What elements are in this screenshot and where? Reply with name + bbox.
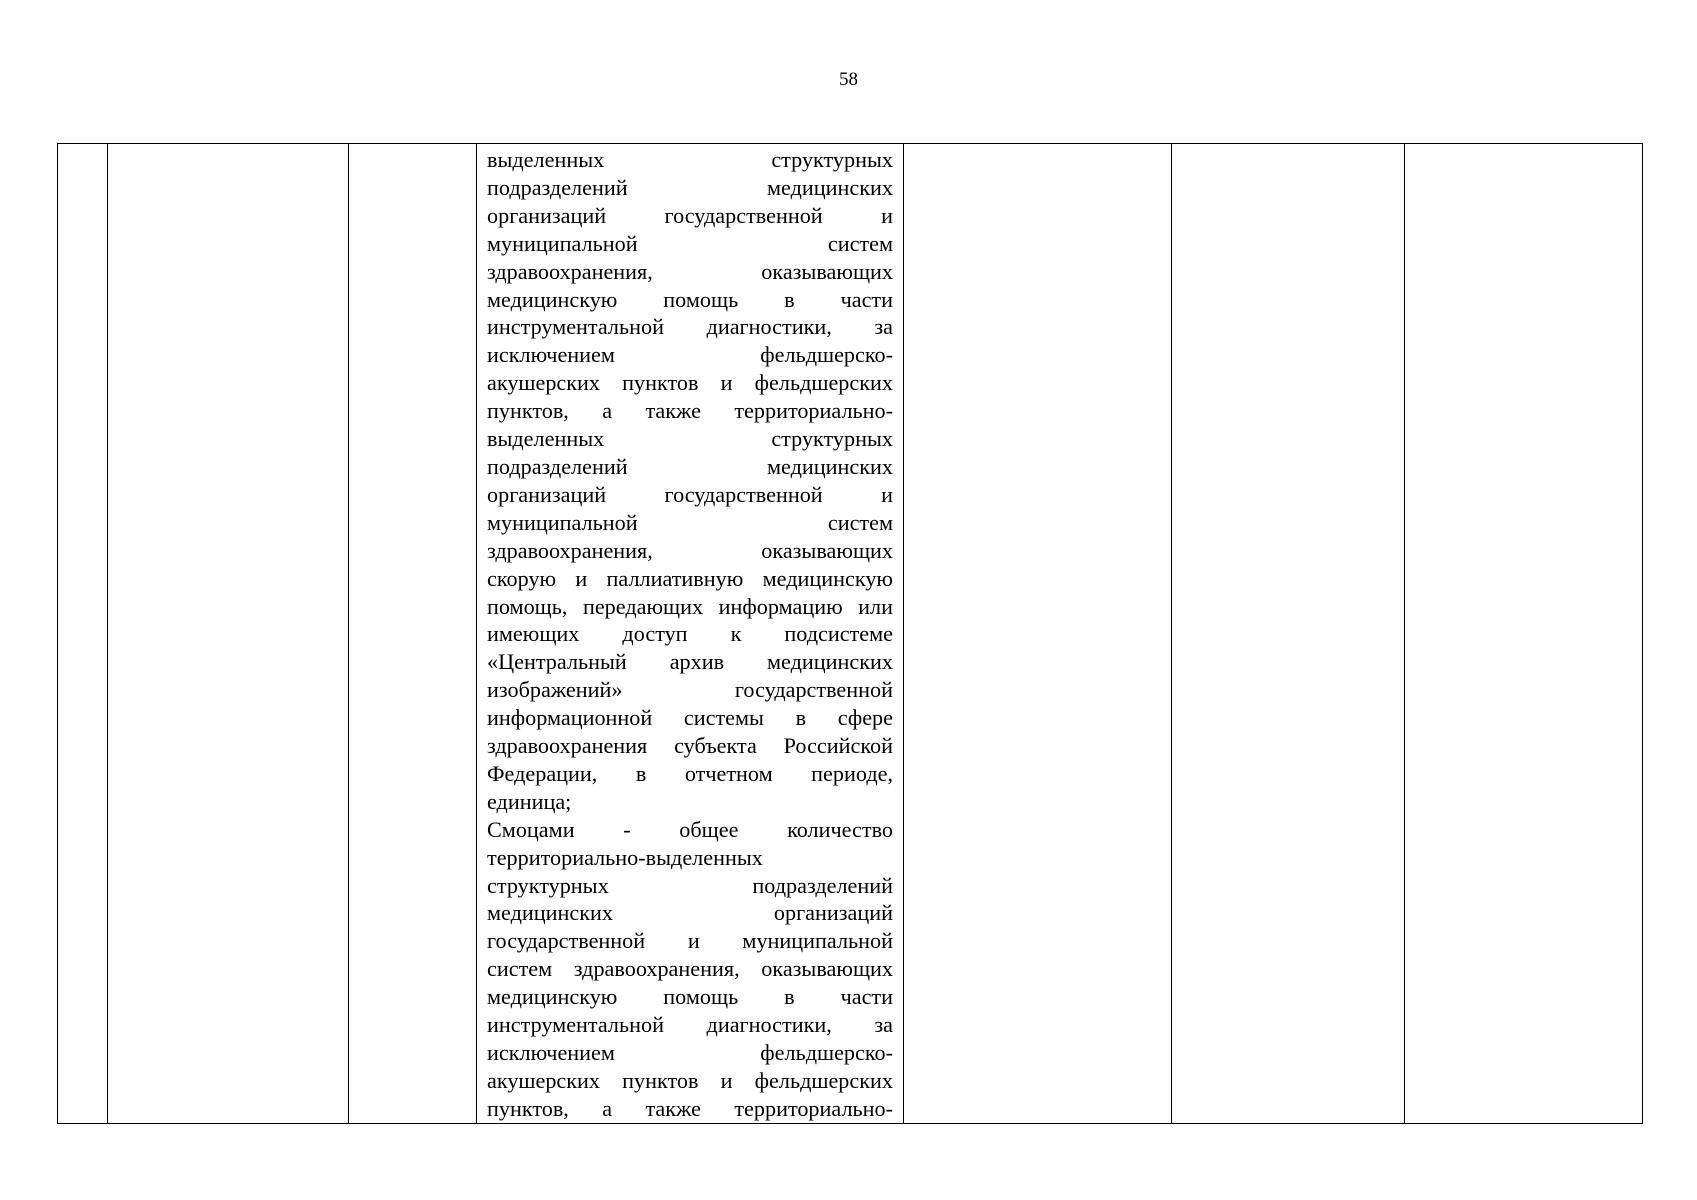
text-line: Федерации, в отчетном периоде, bbox=[487, 760, 893, 786]
text-line: скорую и паллиативную медицинскую bbox=[487, 565, 893, 591]
text-line: единица; bbox=[487, 788, 572, 814]
text-line: систем здравоохранения, оказывающих bbox=[487, 956, 893, 982]
table-cell-col4 bbox=[477, 144, 904, 1124]
text-line: территориально-выделенных bbox=[487, 844, 763, 870]
text-line: исключением фельдшерско- bbox=[487, 1040, 893, 1065]
text-line: здравоохранения, оказывающих bbox=[487, 537, 893, 563]
text-line: медицинскую помощь в части bbox=[487, 286, 893, 312]
text-line: имеющих доступ к подсистеме bbox=[487, 621, 893, 647]
page-number: 58 bbox=[839, 69, 858, 90]
text-line: медицинских организаций bbox=[487, 900, 893, 926]
text-line: организаций государственной и bbox=[487, 202, 893, 228]
document-table bbox=[57, 143, 1643, 1124]
table-cell-col6 bbox=[1172, 144, 1405, 1124]
table-cell-col7 bbox=[1405, 144, 1643, 1124]
text-line: акушерских пунктов и фельдшерских bbox=[487, 1067, 893, 1093]
text-line: выделенных структурных bbox=[487, 426, 893, 452]
text-line: инструментальной диагностики, за bbox=[487, 314, 893, 340]
text-line: акушерских пунктов и фельдшерских bbox=[487, 370, 893, 396]
text-line: подразделений медицинских bbox=[487, 174, 893, 200]
indicator-description-text bbox=[477, 144, 903, 1123]
table-cell-col2 bbox=[108, 144, 349, 1124]
table-cell-col1 bbox=[58, 144, 108, 1124]
text-line: подразделений медицинских bbox=[487, 453, 893, 479]
text-line: организаций государственной и bbox=[487, 481, 893, 507]
text-line: здравоохранения субъекта Российской bbox=[487, 733, 893, 759]
text-line: государственной и муниципальной bbox=[487, 928, 893, 954]
text-line: здравоохранения, оказывающих bbox=[487, 258, 893, 284]
text-line: выделенных структурных bbox=[487, 147, 893, 172]
text-line: структурных подразделений bbox=[487, 872, 893, 898]
table-row bbox=[58, 144, 1643, 1124]
text-line: медицинскую помощь в части bbox=[487, 984, 893, 1010]
text-line: информационной системы в сфере bbox=[487, 705, 893, 731]
text-line: исключением фельдшерско- bbox=[487, 342, 893, 368]
text-line: инструментальной диагностики, за bbox=[487, 1012, 893, 1038]
text-line: помощь, передающих информацию или bbox=[487, 593, 893, 619]
text-line: пунктов, а также территориально- bbox=[487, 398, 893, 424]
text-line: «Центральный архив медицинских bbox=[487, 649, 893, 675]
text-line: муниципальной систем bbox=[487, 509, 893, 535]
text-line: пунктов, а также территориально- bbox=[487, 1095, 893, 1121]
table-cell-col3 bbox=[349, 144, 477, 1124]
text-line: изображений» государственной bbox=[487, 677, 893, 703]
text-line: муниципальной систем bbox=[487, 230, 893, 256]
table-cell-col5 bbox=[904, 144, 1172, 1124]
text-line: Смоцами - общее количество bbox=[487, 816, 893, 842]
